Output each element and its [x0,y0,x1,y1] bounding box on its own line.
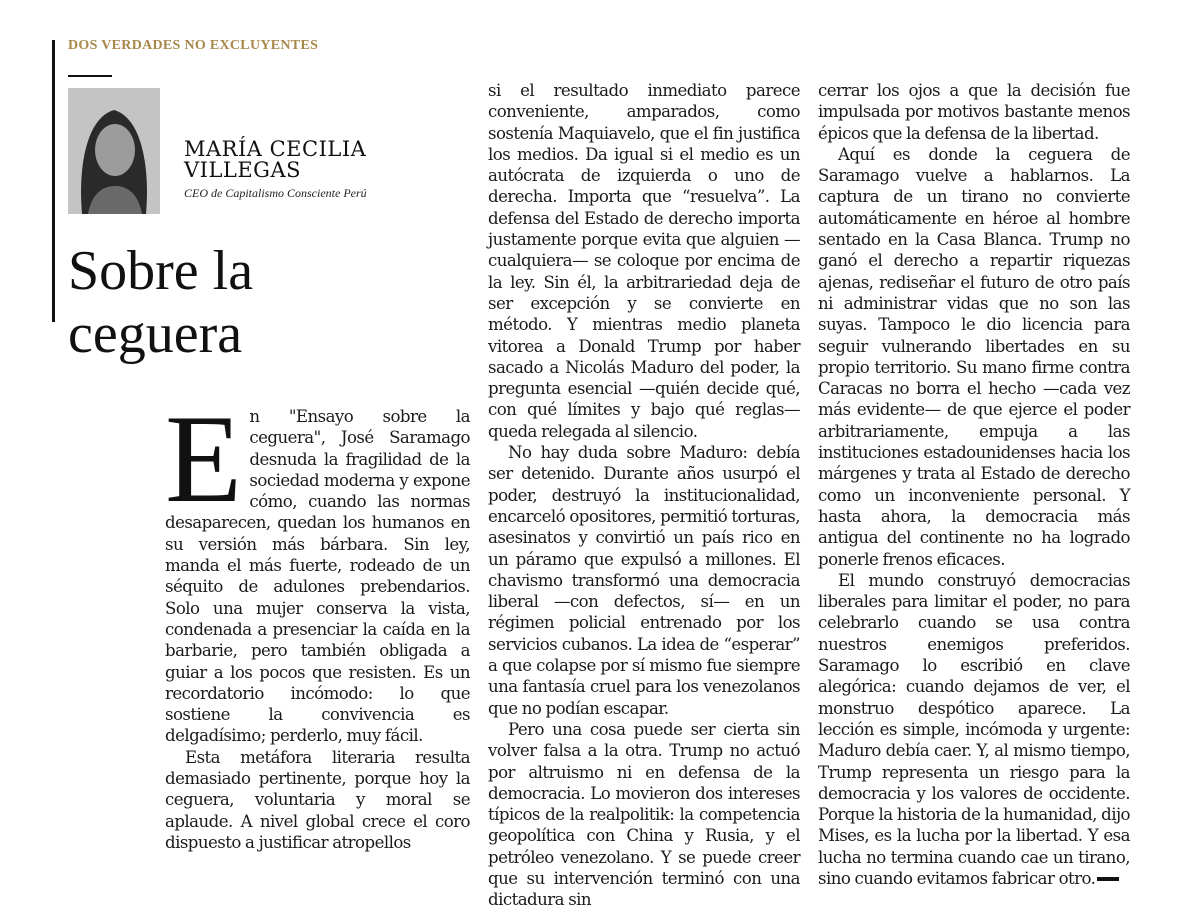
paragraph [818,570,1130,889]
author-name-line2: VILLEGAS [184,158,302,182]
paragraph: Aquí es donde la ceguera de Saramago vuelve a hablarnos. La captura de un tirano no convierte automáticamente en héroe al hombre sentado en la Casa Blanca. Trump no ganó el derecho a repartir riquezas ajenas, rediseñar el futuro de otro país ni administrar vidas que no son las suyas. Tampoco le dio licencia para seguir vulnerando libertades en su propio territorio. Su mano firme contra Caracas no borra el hecho —cada vez más evidente— de que ejerce el poder arbitrariamente, empuja a las instituciones estadounidenses hacia los márgenes y trata al Estado de derecho como un inconveniente personal. Y hasta ahora, la democracia más antigua del continente no ha logrado ponerle frenos eficaces. [818,144,1130,569]
author-name [184,139,366,181]
article-column-1 [165,390,470,852]
column-rule [52,40,55,322]
paragraph-text: El mundo construyó democracias liberales para limitar el poder, no para celebrarlo cuando se usa contra nuestros enemigos preferidos. Saramago lo escribió en clave alegórica: cuando dejamos de ver, el monstruo despótico aparece. La lección es simple, incómoda y urgente: Maduro debía caer. Y, al mismo tiempo, Trump representa un riesgo para la democracia y los valores de occidente. Porque la historia de la humanidad, dijo Mises, es la lucha por la libertad. Y esa lucha no termina cuando cae un tirano, sino cuando evitamos fabricar otro. [818,570,1130,888]
section-label: DOS VERDADES NO EXCLUYENTES [68,38,319,53]
author-portrait-image [68,88,160,214]
paragraph: Esta metáfora literaria resulta demasiado pertinente, porque hoy la ceguera, voluntaria y moral se aplaude. A nivel global crece el coro dispuesto a justificar atropellos [165,747,470,852]
end-mark-icon [1097,877,1119,881]
section-divider [68,75,112,77]
headline: Sobre la ceguera [68,240,254,365]
author-photo [68,88,160,214]
paragraph: si el resultado inmediato parece conveniente, amparados, como sostenía Maquiavelo, que el fin justifica los medios. Da igual si el medio es un autócrata de izquierda o uno de derecha. Importa que “resuelva”. La defensa del Estado de derecho importa justamente porque evita que alguien —cualquiera— se coloque por encima de la ley. Sin él, la arbitrariedad deja de ser excepción y se convierte en método. Y mientras medio planeta vitorea a Donald Trump por haber sacado a Nicolás Maduro del poder, la pregunta esencial —quién decide qué, con qué límites y bajo qué reglas— queda relegada al silencio. [488,81,800,441]
author-role: CEO de Capitalismo Consciente Perú [184,186,367,200]
paragraph-text: n "Ensayo sobre la ceguera", José Saramago desnuda la fragilidad de la sociedad moderna y expone cómo, cuando las normas desaparecen, quedan los humanos en su versión más bárbara. Sin ley, manda el más fuerte, rodeado de un séquito de adulones prebendarios. Solo una mujer conserva la vista, condenada a presenciar la caída en la barbarie, pero también obligada a guiar a los pocos que resisten. Es un recordatorio incómodo: lo que sostiene la convivencia es delgadísimo; perderlo, muy fácil. [165,407,470,746]
paragraph: cerrar los ojos a que la decisión fue impulsada por motivos bastante menos épicos que la defensa de la libertad. [818,81,1130,143]
drop-cap: E [165,390,242,529]
paragraph: Pero una cosa puede ser cierta sin volver falsa a la otra. Trump no actuó por altruismo ni en defensa de la democracia. Lo movieron dos intereses típicos de la realpolitik: la competencia geopolítica con China y Rusia, y el petróleo venezolano. Y se puede creer que su intervención terminó con una dictadura sin [488,719,800,910]
paragraph [165,390,470,747]
article-column-2 [488,80,800,910]
author-name-line1: MARÍA CECILIA [184,137,367,161]
article-column-3 [818,80,1130,888]
paragraph: No hay duda sobre Maduro: debía ser detenido. Durante años usurpó el poder, destruyó la institucionalidad, encarceló opositores, permitió torturas, asesinatos y convirtió un país rico en un páramo que expulsó a millones. El chavismo transformó una democracia liberal —con defectos, sí— en un régimen policial entrenado por los servicios cubanos. La idea de “esperar” a que colapse por sí mismo fue siempre una fantasía cruel para los venezolanos que no podían escapar. [488,443,800,718]
